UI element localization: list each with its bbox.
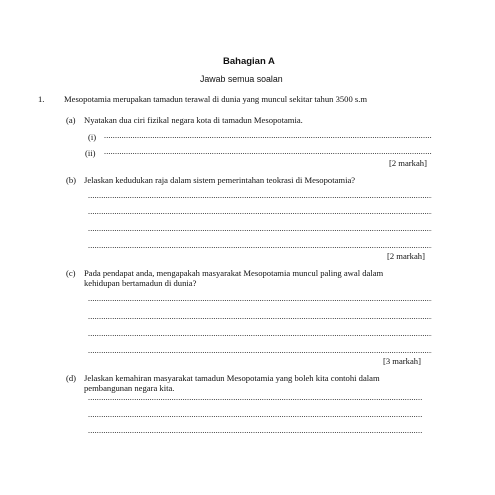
answer-line-c-2[interactable] xyxy=(88,312,432,322)
part-b-marks: [2 markah] xyxy=(387,251,425,261)
part-c-label: (c) xyxy=(66,268,76,278)
part-a-marks: [2 markah] xyxy=(389,158,427,168)
answer-line-a-ii[interactable] xyxy=(104,147,432,157)
answer-line-d-1[interactable] xyxy=(88,393,422,403)
answer-line-b-4[interactable] xyxy=(88,241,432,251)
answer-line-b-3[interactable] xyxy=(88,224,432,234)
part-d-label: (d) xyxy=(66,373,77,383)
part-d-question-line-1: Jelaskan kemahiran masyarakat tamadun Mesopotamia yang boleh kita contohi dalam xyxy=(84,373,380,383)
part-c-question-line-2: kehidupan bertamadun di dunia? xyxy=(84,278,197,288)
section-title: Bahagian A xyxy=(223,56,275,67)
answer-line-d-2[interactable] xyxy=(88,410,422,420)
part-b-label: (b) xyxy=(66,175,77,185)
part-d-question-line-2: pembangunan negara kita. xyxy=(84,383,175,393)
answer-line-a-i[interactable] xyxy=(104,131,432,141)
part-a-label: (a) xyxy=(66,115,76,125)
part-c-marks: [3 markah] xyxy=(383,356,421,366)
answer-line-c-3[interactable] xyxy=(88,329,432,339)
section-instruction: Jawab semua soalan xyxy=(200,74,283,84)
part-a-item-i-label: (i) xyxy=(88,132,97,142)
answer-line-c-1[interactable] xyxy=(88,294,432,304)
part-a-item-ii-label: (ii) xyxy=(85,148,96,158)
answer-line-b-2[interactable] xyxy=(88,207,432,217)
answer-line-d-3[interactable] xyxy=(88,426,422,436)
question-number: 1. xyxy=(38,94,45,104)
answer-line-c-4[interactable] xyxy=(88,346,432,356)
answer-line-b-1[interactable] xyxy=(88,191,432,201)
question-stem: Mesopotamia merupakan tamadun terawal di dunia yang muncul sekitar tahun 3500 s.m xyxy=(64,94,368,104)
part-c-question-line-1: Pada pendapat anda, mengapakah masyarakat Mesopotamia muncul paling awal dalam xyxy=(84,268,384,278)
part-b-question: Jelaskan kedudukan raja dalam sistem pemerintahan teokrasi di Mesopotamia? xyxy=(84,175,356,185)
part-a-question: Nyatakan dua ciri fizikal negara kota di tamadun Mesopotamia. xyxy=(84,115,303,125)
